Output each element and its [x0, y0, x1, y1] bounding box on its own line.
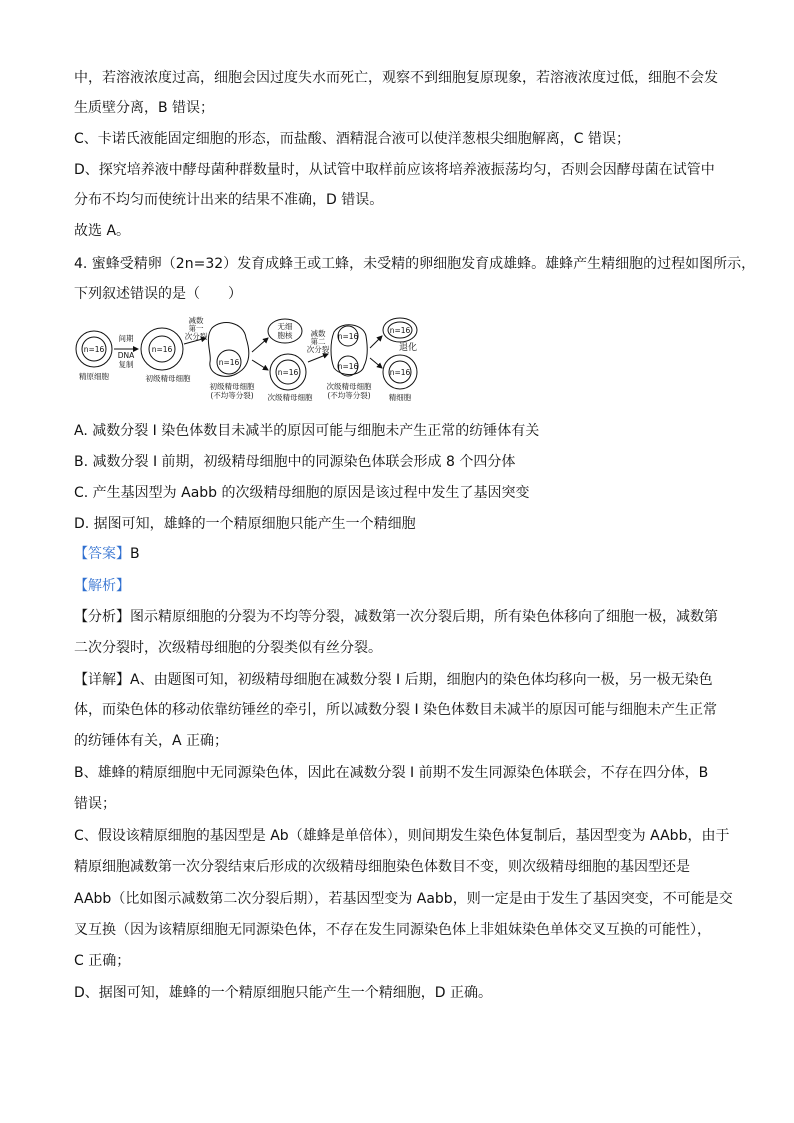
- primary-spermatocyte-label: 初级精母细胞: [145, 374, 191, 383]
- interphase-label: 间期: [118, 334, 134, 343]
- cell-label: n=16: [337, 362, 359, 371]
- cell-label: n=16: [218, 358, 240, 367]
- option-d: D. 据图可知，雄蜂的一个精原细胞只能产生一个精细胞: [74, 516, 416, 532]
- no-nucleus-label: 胞核: [277, 331, 293, 340]
- drone-spermatogenesis-diagram: [72, 314, 422, 410]
- xiangjie-line: [74, 670, 713, 690]
- text-line: 错误；: [74, 796, 116, 812]
- text-line: AAbb（比如图示减数第二次分裂后期），若基因型变为 Aabb，则一定是由于发生了基因突变，不可能是交: [74, 891, 733, 907]
- meiosis2-label: 第二: [310, 337, 326, 346]
- meiosis1-label: 第一: [188, 324, 204, 333]
- answer-tag: 【答案】: [74, 546, 130, 562]
- text-line: 生质壁分离，B 错误；: [74, 100, 215, 116]
- xiangjie-tag: 【详解】: [74, 672, 130, 688]
- fenxi-line: [74, 607, 718, 627]
- answer-line: [74, 544, 140, 564]
- text-line: 故选 A。: [74, 223, 131, 239]
- meiosis1-label: 次分裂: [184, 332, 208, 341]
- text-line: B、雄蜂的精原细胞中无同源染色体，因此在减数分裂 I 前期不发生同源染色体联会，不存在四分体，B: [74, 765, 709, 781]
- cell-label: n=16: [337, 332, 359, 341]
- option-b: B. 减数分裂 I 前期，初级精母细胞中的同源染色体联会形成 8 个四分体: [74, 454, 516, 470]
- primary-unequal-label: (不均等分裂): [210, 391, 254, 400]
- text-line: D、据图可知，雄蜂的一个精原细胞只能产生一个精细胞，D 正确。: [74, 985, 493, 1001]
- cell-label: n=16: [277, 368, 299, 377]
- interphase-label: 复制: [118, 360, 134, 369]
- analysis-tag: 【解析】: [74, 578, 130, 594]
- text-line: 的纺锤体有关，A 正确；: [74, 733, 229, 749]
- secondary-unequal-label: 次级精母细胞: [326, 382, 372, 391]
- text-line: 叉互换（因为该精原细胞无同源染色体，不存在发生同源染色体上非姐妹染色单体交叉互换的可能性），: [74, 922, 711, 938]
- analysis-line: [74, 576, 130, 596]
- meiosis2-label: 减数: [310, 329, 326, 338]
- degenerate-label: 退化: [398, 343, 418, 353]
- text-line: C 正确；: [74, 953, 131, 969]
- interphase-label: DNA: [117, 351, 135, 360]
- text-line: 精原细胞减数第一次分裂结束后形成的次级精母细胞染色体数目不变，则次级精母细胞的基因型还是: [74, 859, 690, 875]
- cell-label: n=16: [151, 345, 173, 354]
- question-stem: 下列叙述错误的是（ ）: [74, 286, 242, 302]
- text-line: 体，而染色体的移动依靠纺锤丝的牵引，所以减数分裂 I 染色体数目未减半的原因可能与细胞未产生正常: [74, 702, 718, 718]
- cell-label: n=16: [389, 368, 411, 377]
- spermatogonium-label: 精原细胞: [79, 372, 109, 381]
- text-line: C、卡诺氏液能固定细胞的形态，而盐酸、酒精混合液可以使洋葱根尖细胞解离，C 错误；: [74, 131, 630, 147]
- meiosis1-label: 减数: [188, 316, 204, 325]
- secondary-spermatocyte-label: 次级精母细胞: [267, 393, 313, 402]
- fenxi-tag: 【分析】: [74, 609, 130, 625]
- cell-label: n=16: [83, 345, 105, 354]
- xiangjie-text: A、由题图可知，初级精母细胞在减数分裂 I 后期，细胞内的染色体均移向一极，另一极无染色: [130, 672, 713, 688]
- secondary-unequal-label: (不均等分裂): [327, 391, 371, 400]
- option-a: A. 减数分裂 I 染色体数目未减半的原因可能与细胞未产生正常的纺锤体有关: [74, 423, 540, 439]
- sperm-label: 精细胞: [388, 393, 412, 402]
- text-line: 分布不均匀而使统计出来的结果不准确，D 错误。: [74, 192, 384, 208]
- answer-value: B: [130, 546, 140, 562]
- fenxi-text: 图示精原细胞的分裂为不均等分裂，减数第一次分裂后期，所有染色体移向了细胞一极，减数第: [130, 609, 718, 625]
- text-line: C、假设该精原细胞的基因型是 Ab（雄蜂是单倍体），则间期发生染色体复制后，基因型变为 AAbb，由于: [74, 828, 730, 844]
- text-line: D、探究培养液中酵母菌种群数量时，从试管中取样前应该将培养液振荡均匀，否则会因酵母菌在试管中: [74, 162, 715, 178]
- no-nucleus-label: 无细: [277, 322, 293, 331]
- option-c: C. 产生基因型为 Aabb 的次级精母细胞的原因是该过程中发生了基因突变: [74, 485, 530, 501]
- text-line: 二次分裂时，次级精母细胞的分裂类似有丝分裂。: [74, 640, 382, 656]
- cell-label: n=16: [389, 326, 411, 335]
- question-stem: 4. 蜜蜂受精卵（2n=32）发育成蜂王或工蜂，未受精的卵细胞发育成雄蜂。雄蜂产生精细胞的过程如图所示，: [74, 256, 756, 272]
- text-line: 中，若溶液浓度过高，细胞会因过度失水而死亡，观察不到细胞复原现象，若溶液浓度过低，细胞不会发: [74, 70, 718, 86]
- primary-unequal-label: 初级精母细胞: [209, 382, 255, 391]
- meiosis2-label: 次分裂: [306, 345, 330, 354]
